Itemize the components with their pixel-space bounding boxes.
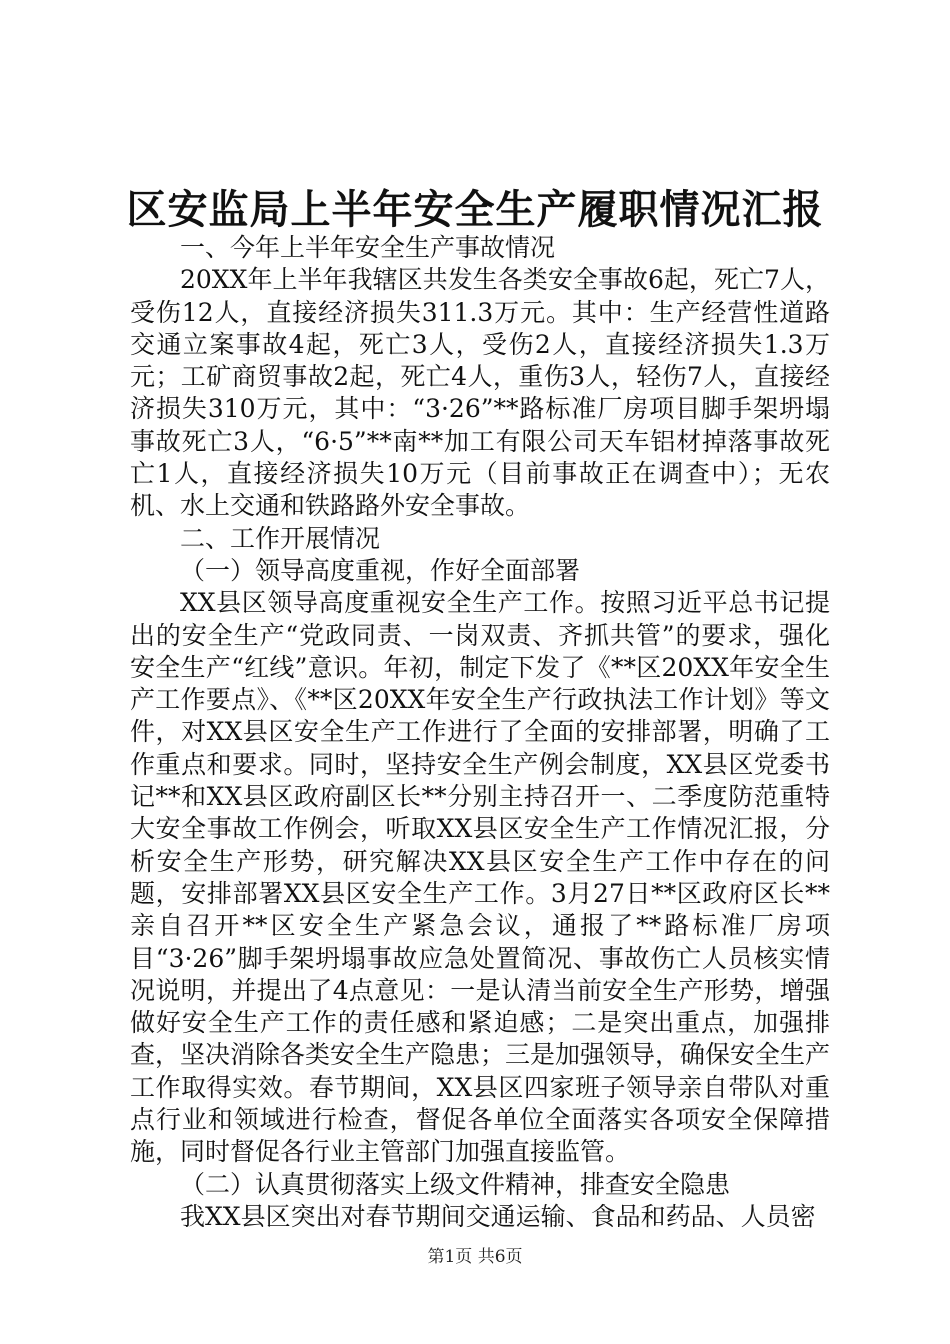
document-body bbox=[130, 232, 830, 1233]
paragraph-accident-summary: 20XX年上半年我辖区共发生各类安全事故6起，死亡7人，受伤12人，直接经济损失311.3万元。其中：生产经营性道路交通立案事故4起，死亡3人，受伤2人，直接经济损失1.3万元；工矿商贸事故2起，死亡4人，重伤3人，轻伤7人，直接经济损失310万元，其中：“3·26”**路标准厂房项目脚手架坍塌事故死亡3人，“6·5”**南**加工有限公司天车铝材掉落事故死亡1人，直接经济损失10万元（目前事故正在调查中）；无农机、水上交通和铁路路外安全事故。 bbox=[130, 265, 830, 521]
subsection-heading-leadership: （一）领导高度重视，作好全面部署 bbox=[180, 555, 581, 585]
subsection-heading-inspection: （二）认真贯彻落实上级文件精神，排查安全隐患 bbox=[180, 1169, 731, 1199]
paragraph-leadership: XX县区领导高度重视安全生产工作。按照习近平总书记提出的安全生产“党政同责、一岗双责、齐抓共管”的要求，强化安全生产“红线”意识。年初，制定下发了《**区20XX年安全生产工作要点》、《**区20XX年安全生产行政执法工作计划》等文件，对XX县区安全生产工作进行了全面的安排部署，明确了工作重点和要求。同时，坚持安全生产例会制度，XX县区党委书记**和XX县区政府副区长**分别主持召开一、二季度防范重特大安全事故工作例会，听取XX县区安全生产工作情况汇报，分析安全生产形势，研究解决XX县区安全生产工作中存在的问题，安排部署XX县区安全生产工作。3月27日**区政府区长**亲自召开**区安全生产紧急会议，通报了**路标准厂房项目“3·26”脚手架坍塌事故应急处置简况、事故伤亡人员核实情况说明，并提出了4点意见：一是认清当前安全生产形势，增强做好安全生产工作的责任感和紧迫感；二是突出重点，加强排查，坚决消除各类安全生产隐患；三是加强领导，确保安全生产工作取得实效。春节期间，XX县区四家班子领导亲自带队对重点行业和领域进行检查，督促各单位全面落实各项安全保障措施，同时督促各行业主管部门加强直接监管。 bbox=[130, 588, 831, 1167]
section-heading-accidents: 一、今年上半年安全生产事故情况 bbox=[180, 233, 556, 262]
paragraph-inspection: 我XX县区突出对春节期间交通运输、食品和药品、人员密 bbox=[180, 1201, 816, 1231]
document-title: 区安监局上半年安全生产履职情况汇报 bbox=[126, 186, 824, 233]
section-heading-work: 二、工作开展情况 bbox=[180, 523, 381, 553]
page-footer: 第1页 共6页 bbox=[427, 1247, 523, 1267]
